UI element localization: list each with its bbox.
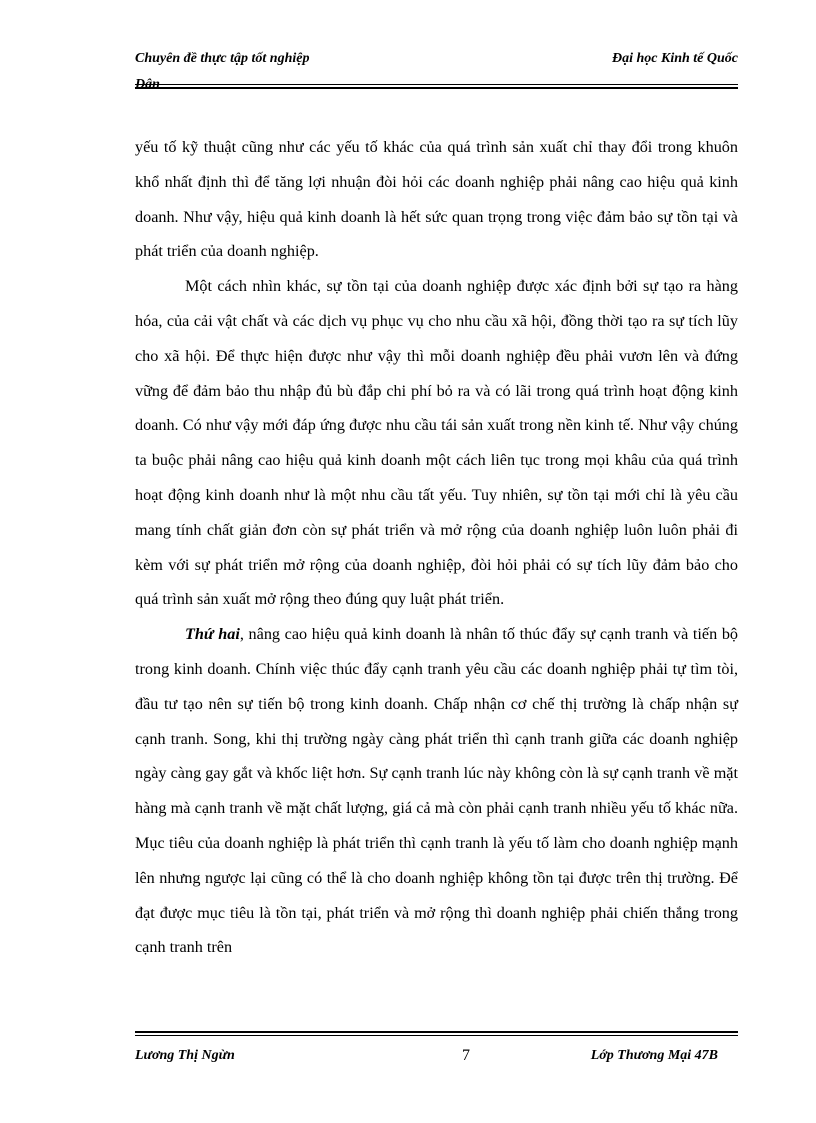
page-number: 7 — [462, 1047, 470, 1064]
paragraph-1: yếu tố kỹ thuật cũng như các yếu tố khác của quá trình sản xuất chỉ thay đổi trong khuôn khổ nhất định thì để tăng lợi nhuận đòi hỏi các doanh nghiệp phải nâng cao hiệu quả kinh doanh. Như vậy, hiệu quả kinh doanh là hết sức quan trọng trong việc đảm bảo sự tồn tại và phát triển của doanh nghiệp. — [135, 138, 738, 261]
header-university: Đại học Kinh tế Quốc — [611, 51, 738, 66]
footer-rule-thick — [135, 1031, 738, 1033]
paragraph-3 — [135, 617, 738, 965]
paragraph-2: Một cách nhìn khác, sự tồn tại của doanh nghiệp được xác định bởi sự tạo ra hàng hóa, của cải vật chất và các dịch vụ phục vụ cho nhu cầu xã hội, đồng thời tạo ra sự tích lũy cho xã hội. Để thực hiện được như vậy thì mỗi doanh nghiệp đều phải vươn lên và đứng vững để đảm bảo thu nhập đủ bù đắp chi phí bỏ ra và có lãi trong quá trình hoạt động kinh doanh. Có như vậy mới đáp ứng được nhu cầu tái sản xuất trong nền kinh tế. Như vậy chúng ta buộc phải nâng cao hiệu quả kinh doanh một cách liên tục trong mọi khâu của quá trình hoạt động kinh doanh như là một nhu cầu tất yếu. Tuy nhiên, sự tồn tại mới chỉ là yêu cầu mang tính chất giản đơn còn sự phát triển và mở rộng của doanh nghiệp luôn luôn phải đi kèm với sự phát triển mở rộng của doanh nghiệp, đòi hỏi phải có sự tích lũy đảm bảo cho quá trình sản xuất mở rộng theo đúng quy luật phát triển. — [135, 277, 738, 609]
header-document-title: Chuyên đề thực tập tốt nghiệp — [135, 51, 310, 66]
header-university-wrap: Dân — [135, 77, 160, 92]
footer-rule-thin — [135, 1035, 738, 1036]
header-rule-thick — [135, 87, 738, 89]
body-text — [135, 130, 738, 965]
paragraph-3-text: , nâng cao hiệu quả kinh doanh là nhân tố thúc đẩy sự cạnh tranh và tiến bộ trong kinh doanh. Chính việc thúc đẩy cạnh tranh yêu cầu các doanh nghiệp phải tự tìm tòi, đầu tư tạo nên sự tiến bộ trong kinh doanh. Chấp nhận cơ chế thị trường là chấp nhận sự cạnh tranh. Song, khi thị trường ngày càng phát triển thì cạnh tranh giữa các doanh nghiệp ngày càng gay gắt và khốc liệt hơn. Sự cạnh tranh lúc này không còn là sự cạnh tranh về mặt hàng mà cạnh tranh về mặt chất lượng, giá cả mà còn phải cạnh tranh nhiều yếu tố khác nữa. Mục tiêu của doanh nghiệp là phát triển thì cạnh tranh là yếu tố làm cho doanh nghiệp mạnh lên nhưng ngược lại cũng có thể là cho doanh nghiệp không tồn tại được trên thị trường. Để đạt được mục tiêu là tồn tại, phát triển và mở rộng thì doanh nghiệp phải chiến thắng trong cạnh tranh trên — [135, 625, 739, 957]
header-rule-thin — [135, 84, 738, 85]
paragraph-3-lead: Thứ hai — [185, 625, 240, 644]
footer-author: Lương Thị Ngừn — [135, 1048, 235, 1063]
footer-class: Lớp Thương Mại 47B — [590, 1048, 718, 1063]
